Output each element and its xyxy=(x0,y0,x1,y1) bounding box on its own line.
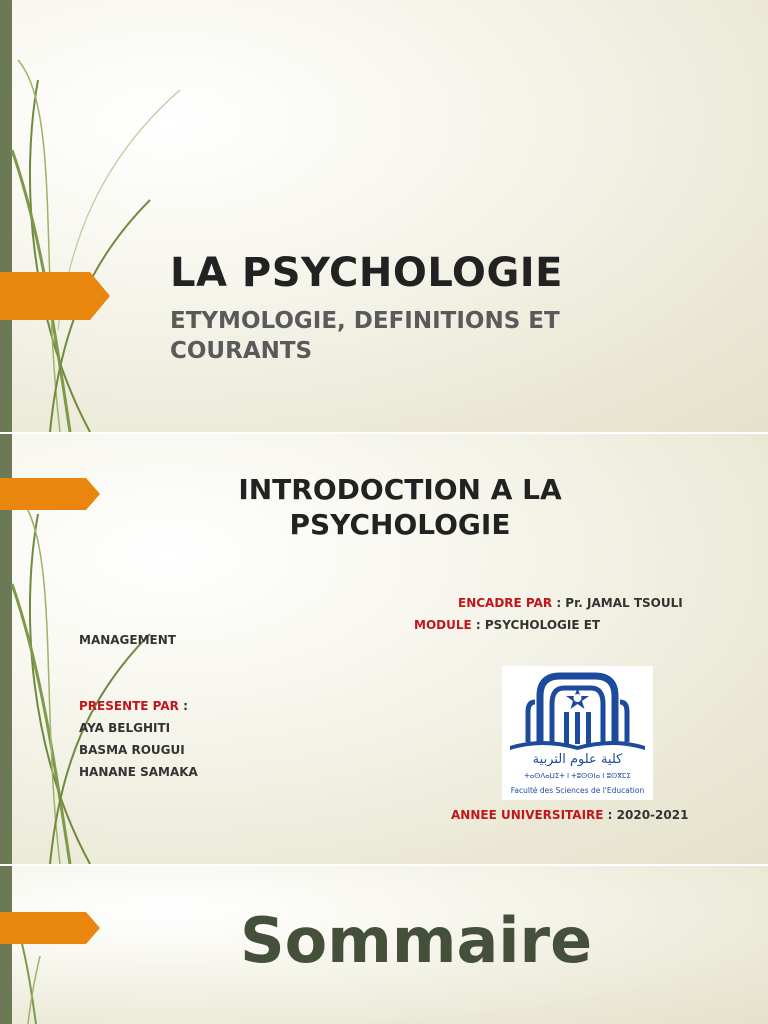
academic-year-line xyxy=(451,808,688,822)
decorative-swoosh xyxy=(0,0,200,432)
presenter-name: HANANE SAMAKA xyxy=(79,765,198,779)
academic-year-value: : 2020-2021 xyxy=(603,808,689,822)
supervisor-label: ENCADRE PAR xyxy=(458,596,553,610)
slide-3-title: Sommaire xyxy=(240,904,593,977)
academic-year-label: ANNEE UNIVERSITAIRE xyxy=(451,808,604,822)
supervisor-line xyxy=(458,596,683,610)
logo-arabic-text: كلية علوم التربية xyxy=(532,752,623,767)
presenter-name: BASMA ROUGUI xyxy=(79,743,185,757)
module-line xyxy=(414,618,600,632)
slide-1-title: LA PSYCHOLOGIE xyxy=(170,250,563,296)
logo-french-text: Faculté des Sciences de l'Education xyxy=(510,786,645,795)
presenters-label: PRESENTE PAR xyxy=(79,699,179,713)
orange-arrow-icon xyxy=(0,912,100,944)
slide-2-title: INTRODOCTION A LA PSYCHOLOGIE xyxy=(238,473,562,541)
slide-1-subtitle: ETYMOLOGIE, DEFINITIONS ET COURANTS xyxy=(170,308,560,364)
orange-arrow-icon xyxy=(0,478,100,510)
presenters-heading xyxy=(79,699,188,713)
slide-2 xyxy=(0,434,768,864)
module-overflow: MANAGEMENT xyxy=(79,633,176,647)
faculty-logo xyxy=(502,666,653,800)
slide-3 xyxy=(0,866,768,1024)
decorative-swoosh xyxy=(0,866,120,1024)
presenter-name: AYA BELGHITI xyxy=(79,721,171,735)
supervisor-value: : Pr. JAMAL TSOULI xyxy=(552,596,683,610)
logo-tifinagh-text: ⵜⴰⵙⴷⴰⵡⵉⵜ ⵏ ⵜⵓⵙⵙⵏⴰ ⵏ ⵓⵙⴳⵎⵉ xyxy=(524,772,631,780)
presenters-colon: : xyxy=(178,699,188,713)
module-value: : PSYCHOLOGIE ET xyxy=(471,618,601,632)
slide-1 xyxy=(0,0,768,432)
orange-arrow-icon xyxy=(0,272,110,320)
module-label: MODULE xyxy=(414,618,472,632)
